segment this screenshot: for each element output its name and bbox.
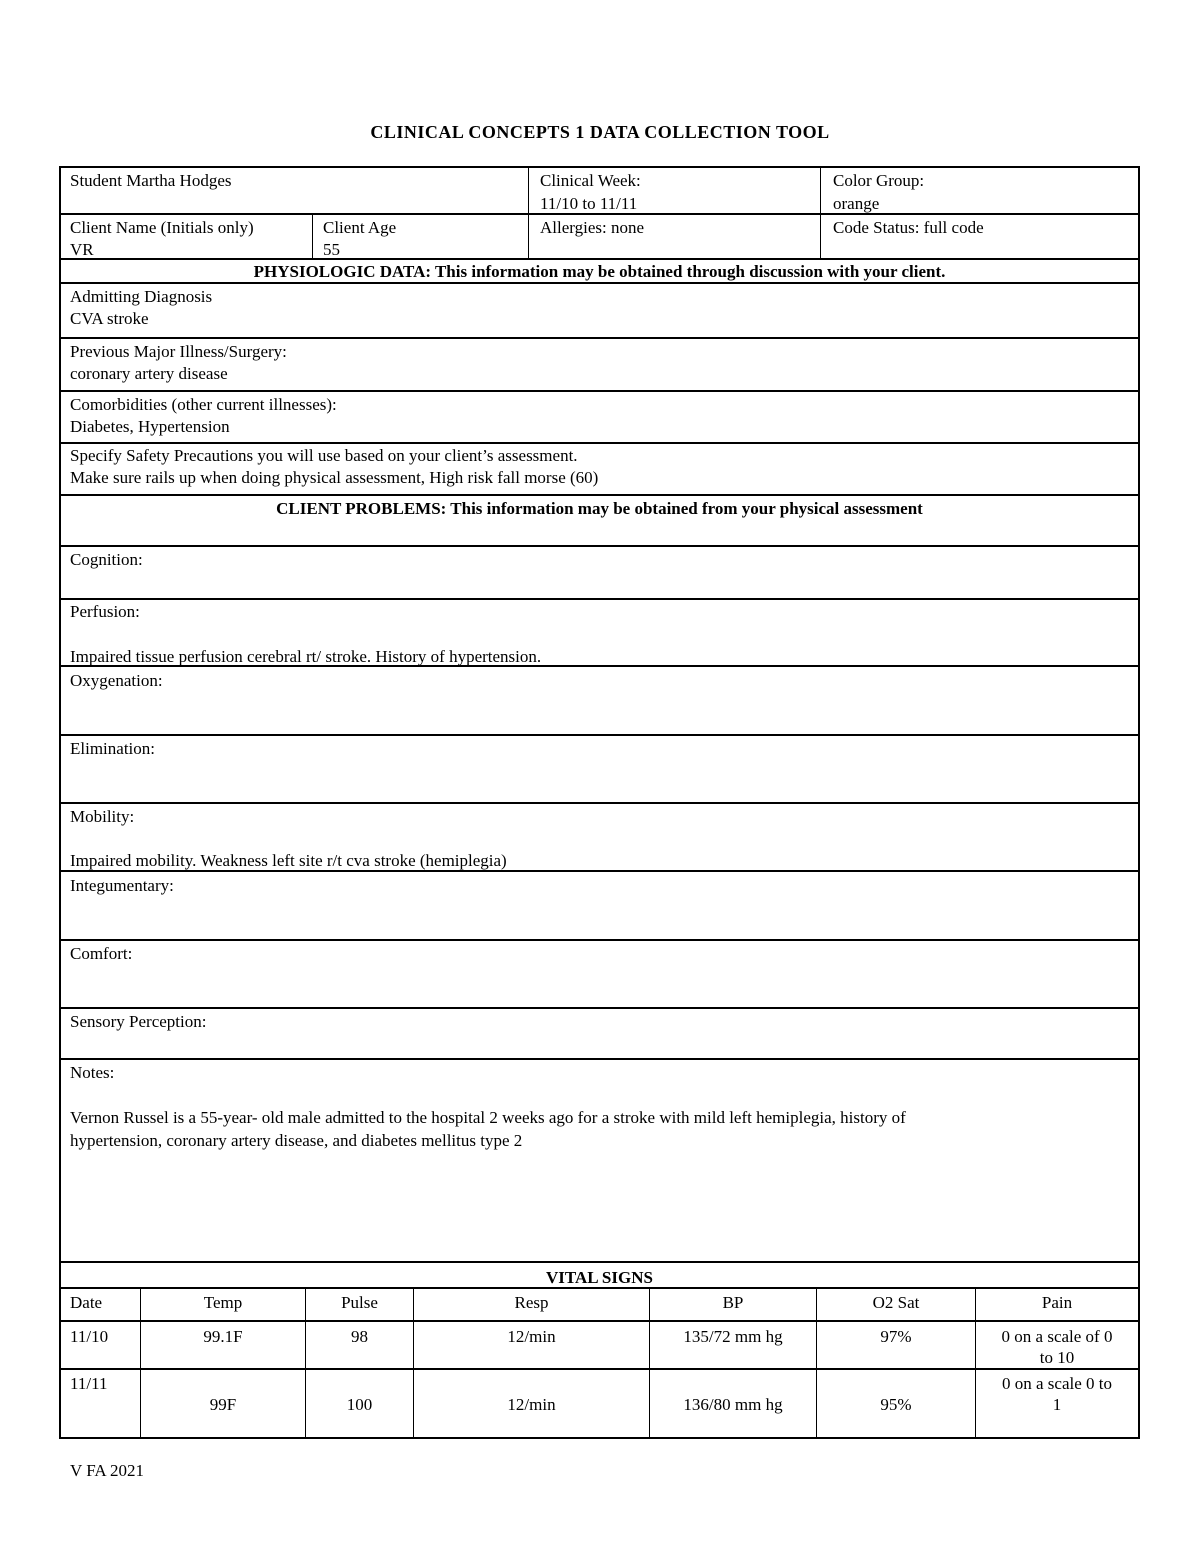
column-header-pain: Pain bbox=[1041, 1293, 1073, 1312]
column-header-temp: Temp bbox=[203, 1293, 243, 1312]
integumentary-label: Integumentary: bbox=[70, 876, 174, 895]
vitals-resp: 12/min bbox=[507, 1395, 556, 1414]
vitals-pain: to 10 bbox=[1039, 1348, 1075, 1367]
divider bbox=[312, 214, 313, 259]
column-header-pulse: Pulse bbox=[341, 1293, 378, 1312]
column-header-o2-sat: O2 Sat bbox=[872, 1293, 920, 1312]
client-age-value: 55 bbox=[323, 240, 340, 259]
admitting-diagnosis-label: Admitting Diagnosis bbox=[70, 287, 213, 306]
client-name-value: VR bbox=[70, 240, 94, 259]
vitals-pulse: 98 bbox=[351, 1327, 368, 1346]
vitals-date: 11/11 bbox=[70, 1374, 108, 1393]
comorbidities-value: Diabetes, Hypertension bbox=[70, 417, 230, 436]
vitals-pain: 0 on a scale 0 to bbox=[1002, 1374, 1112, 1393]
vital-signs-heading: VITAL SIGNS bbox=[546, 1268, 653, 1287]
vitals-pulse: 100 bbox=[346, 1395, 373, 1414]
vitals-date: 11/10 bbox=[70, 1327, 109, 1346]
admitting-diagnosis-value: CVA stroke bbox=[70, 309, 149, 328]
student-name: Student Martha Hodges bbox=[70, 171, 232, 190]
client-age-label: Client Age bbox=[323, 218, 397, 237]
rule bbox=[59, 545, 1140, 547]
vitals-temp: 99.1F bbox=[203, 1327, 243, 1346]
notes-text: hypertension, coronary artery disease, and diabetes mellitus type 2 bbox=[70, 1131, 523, 1150]
column-header-bp: BP bbox=[722, 1293, 744, 1312]
elimination-label: Elimination: bbox=[70, 739, 155, 758]
sensory-perception-label: Sensory Perception: bbox=[70, 1012, 207, 1031]
vitals-bp: 136/80 mm hg bbox=[683, 1395, 783, 1414]
rule bbox=[59, 802, 1140, 804]
cognition-label: Cognition: bbox=[70, 550, 143, 569]
previous-illness-label: Previous Major Illness/Surgery: bbox=[70, 342, 287, 361]
rule bbox=[59, 1058, 1140, 1060]
comorbidities-label: Comorbidities (other current illnesses): bbox=[70, 395, 337, 414]
rule bbox=[59, 734, 1140, 736]
safety-value: Make sure rails up when doing physical assessment, High risk fall morse (60) bbox=[70, 468, 599, 487]
mobility-label: Mobility: bbox=[70, 807, 135, 826]
rule bbox=[59, 1320, 1140, 1322]
perfusion-value: Impaired tissue perfusion cerebral rt/ stroke. History of hypertension. bbox=[70, 647, 542, 666]
mobility-value: Impaired mobility. Weakness left site r/t cva stroke (hemiplegia) bbox=[70, 851, 507, 870]
rule bbox=[59, 1437, 1140, 1439]
page-title: CLINICAL CONCEPTS 1 DATA COLLECTION TOOL bbox=[370, 122, 830, 142]
rule bbox=[59, 166, 1140, 168]
clinical-week-value: 11/10 to 11/11 bbox=[540, 194, 638, 213]
vitals-pain: 1 bbox=[1052, 1395, 1062, 1414]
notes-label: Notes: bbox=[70, 1063, 115, 1082]
perfusion-label: Perfusion: bbox=[70, 602, 140, 621]
column-header-resp: Resp bbox=[514, 1293, 549, 1312]
client-name-label: Client Name (Initials only) bbox=[70, 218, 254, 237]
vitals-pain: 0 on a scale of 0 bbox=[1001, 1327, 1113, 1346]
client-problems-heading: CLIENT PROBLEMS: This information may be obtained from your physical assessment bbox=[276, 499, 923, 518]
rule bbox=[59, 598, 1140, 600]
vitals-bp: 135/72 mm hg bbox=[683, 1327, 783, 1346]
vitals-temp: 99F bbox=[209, 1395, 237, 1414]
vitals-o2-sat: 97% bbox=[880, 1327, 912, 1346]
rule bbox=[59, 494, 1140, 496]
notes-text: Vernon Russel is a 55-year- old male admitted to the hospital 2 weeks ago for a stroke with mild left hemiplegia, history of bbox=[70, 1108, 906, 1127]
rule bbox=[59, 1261, 1140, 1263]
divider bbox=[528, 167, 529, 259]
previous-illness-value: coronary artery disease bbox=[70, 364, 228, 383]
column-header-date: Date bbox=[70, 1293, 103, 1312]
vitals-o2-sat: 95% bbox=[880, 1395, 912, 1414]
divider bbox=[820, 167, 821, 259]
clinical-week-label: Clinical Week: bbox=[540, 171, 641, 190]
rule bbox=[59, 939, 1140, 941]
comfort-label: Comfort: bbox=[70, 944, 133, 963]
vitals-resp: 12/min bbox=[507, 1327, 556, 1346]
allergies: Allergies: none bbox=[540, 218, 645, 237]
physiologic-heading: PHYSIOLOGIC DATA: This information may be obtained through discussion with your client. bbox=[253, 262, 946, 281]
footer-version: V FA 2021 bbox=[70, 1461, 145, 1480]
rule bbox=[59, 1007, 1140, 1009]
oxygenation-label: Oxygenation: bbox=[70, 671, 163, 690]
code-status: Code Status: full code bbox=[833, 218, 984, 237]
color-group-value: orange bbox=[833, 194, 880, 213]
rule bbox=[59, 390, 1140, 392]
rule bbox=[59, 337, 1140, 339]
safety-label: Specify Safety Precautions you will use based on your client’s assessment. bbox=[70, 446, 578, 465]
color-group-label: Color Group: bbox=[833, 171, 925, 190]
